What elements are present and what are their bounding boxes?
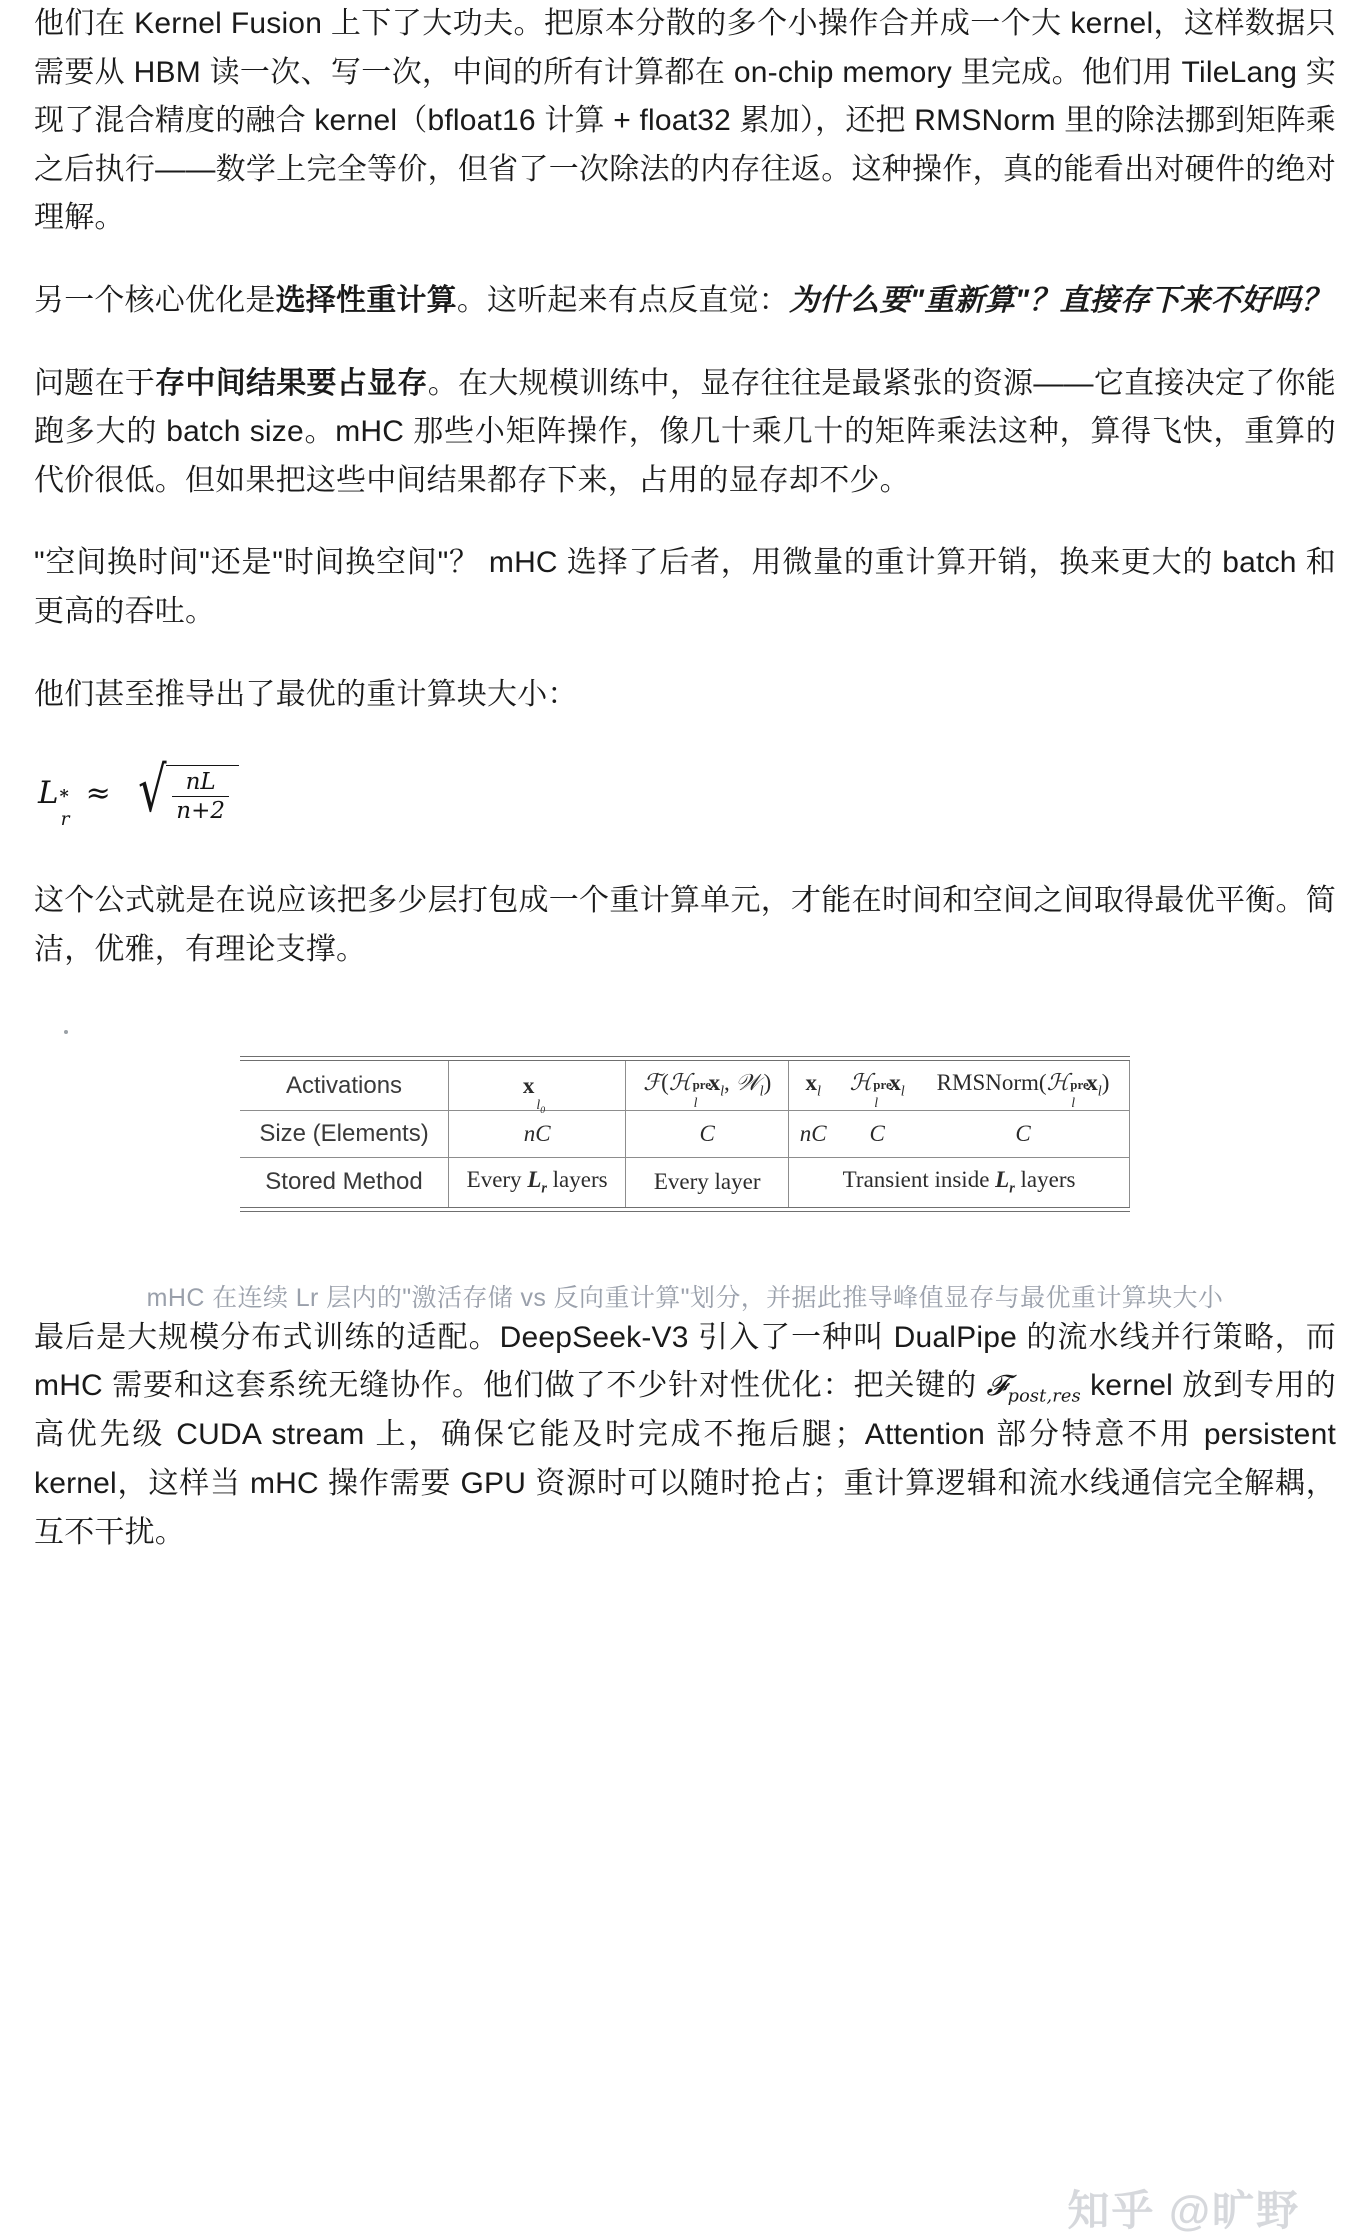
cell-size-4: C: [837, 1110, 917, 1157]
fraction-numerator: nL: [185, 768, 216, 795]
para-lead: 问题在于: [34, 366, 156, 400]
formula-optimal-recompute-block: [38, 749, 1336, 837]
inline-math-symbol: 𝓕: [986, 1369, 1008, 1403]
paragraph-distributed-training: [34, 1314, 1336, 1558]
para-mid: 。这听起来有点反直觉：: [456, 283, 790, 317]
cell-x-l0: x $l_0$: [449, 1061, 626, 1110]
para-part1: 最后是大规模分布式训练的适配。DeepSeek-V3 引入了一种叫 DualPipe 的流水线并行策略，而 mHC 需要和这套系统无缝协作。他们做了不少针对性优化：把关键的: [34, 1320, 1336, 1403]
table-image-wrapper: [240, 1056, 1130, 1211]
cell-f-hpre-x-w: ℱ(ℋ pre l $x_l$, 𝒲$_l$): [626, 1061, 789, 1110]
inline-math-subscript: post,res: [1007, 1386, 1081, 1407]
para-bold-term: 选择性重计算: [275, 283, 457, 317]
table-row: [240, 1157, 1130, 1206]
paragraph-kernel-fusion: 他们在 Kernel Fusion 上下了大功夫。把原本分散的多个小操作合并成一个大 kernel，这样数据只需要从 HBM 读一次、写一次，中间的所有计算都在 on-chip memory 里完成。他们用 TileLang 实现了混合精度的融合 kernel（bfloat16 计算 + float32 累加），还把 RMSNorm 里的除法挪到矩阵乘之后执行——数学上完全等价，但省了一次除法的内存往返。这种操作，真的能看出对硬件的绝对理解。: [34, 7, 1336, 235]
para-bold-term: 存中间结果要占显存: [155, 366, 428, 400]
fraction-denominator: n+2: [172, 796, 229, 824]
formula-lhs-var: L: [38, 775, 59, 812]
cell-x-l: $x_l$: [789, 1061, 838, 1110]
cell-size-1: nC: [449, 1110, 626, 1157]
cell-hpre-x-l: ℋ pre l $x_l$: [837, 1061, 917, 1110]
cell-size-3: nC: [789, 1110, 838, 1157]
formula-fraction: [172, 769, 229, 824]
formula-sqrt: [127, 752, 239, 826]
formula-lhs-sub: r: [60, 809, 70, 831]
formula-relation: ≈: [85, 775, 111, 811]
paragraph-space-vs-time: "空间换时间"还是"时间换空间"？ mHC 选择了后者，用微量的重计算开销，换来更大的 batch 和更高的吞吐。: [34, 546, 1336, 628]
cell-size-2: C: [626, 1110, 789, 1157]
formula-radicand: [166, 765, 239, 824]
formula-lhs-sup: *: [59, 786, 69, 807]
figure-caption: mHC 在连续 Lr 层内的"激活存储 vs 反向重计算"划分，并据此推导峰值显存与最优重计算块大小: [146, 1283, 1224, 1312]
formula-lhs: [38, 775, 76, 831]
table-bottom-rule: [240, 1207, 1130, 1212]
paragraph-selective-recompute: [34, 277, 1336, 326]
paragraph-optimal-block-size: 他们甚至推导出了最优的重计算块大小：: [34, 677, 578, 711]
paragraph-memory-problem: [34, 360, 1336, 506]
para-rest: 。在大规模训练中，显存往往是最紧张的资源——它直接决定了你能跑多大的 batch size。mHC 那些小矩阵操作，像几十乘几十的矩阵乘法这种，算得飞快，重算的代价很低。但如果把这些中间结果都存下来，占用的显存却不少。: [34, 366, 1336, 497]
activation-storage-table: [240, 1061, 1130, 1206]
cell-stored-every-layer: Every layer: [626, 1157, 789, 1206]
table-row: [240, 1110, 1130, 1157]
row-label-stored-method: Stored Method: [240, 1157, 449, 1206]
cell-rmsnorm-hpre-x: RMSNorm(ℋ pre l $x_l$): [917, 1061, 1129, 1110]
row-label-size: Size (Elements): [240, 1110, 449, 1157]
cell-stored-transient: Transient inside $L_r$ layers: [789, 1157, 1130, 1206]
inline-math-f-postres: [986, 1369, 1081, 1407]
row-label-activations: Activations: [240, 1061, 449, 1110]
para-lead: 另一个核心优化是: [34, 283, 276, 317]
para-italic-question: 为什么要"重新算"？直接存下来不好吗？: [789, 283, 1332, 317]
cell-stored-every-lr: Every $L_r$ layers: [449, 1157, 626, 1206]
para-part2: kernel 放到专用的高优先级 CUDA stream 上，确保它能及时完成不拖后腿；Attention 部分特意不用 persistent kernel，这样当 mHC 操作需要 GPU 资源时可以随时抢占；重计算逻辑和流水线通信完全解耦，互不干扰。: [34, 1369, 1336, 1549]
radical-icon: √: [137, 752, 167, 826]
paragraph-formula-explanation: 这个公式就是在说应该把多少层打包成一个重计算单元，才能在时间和空间之间取得最优平衡。简洁，优雅，有理论支撑。: [34, 884, 1336, 966]
table-row: [240, 1061, 1130, 1110]
zhihu-watermark: 知乎 @旷野: [1067, 2187, 1300, 2235]
figure-bullet-dot: [64, 1030, 68, 1034]
cell-size-5: C: [917, 1110, 1129, 1157]
